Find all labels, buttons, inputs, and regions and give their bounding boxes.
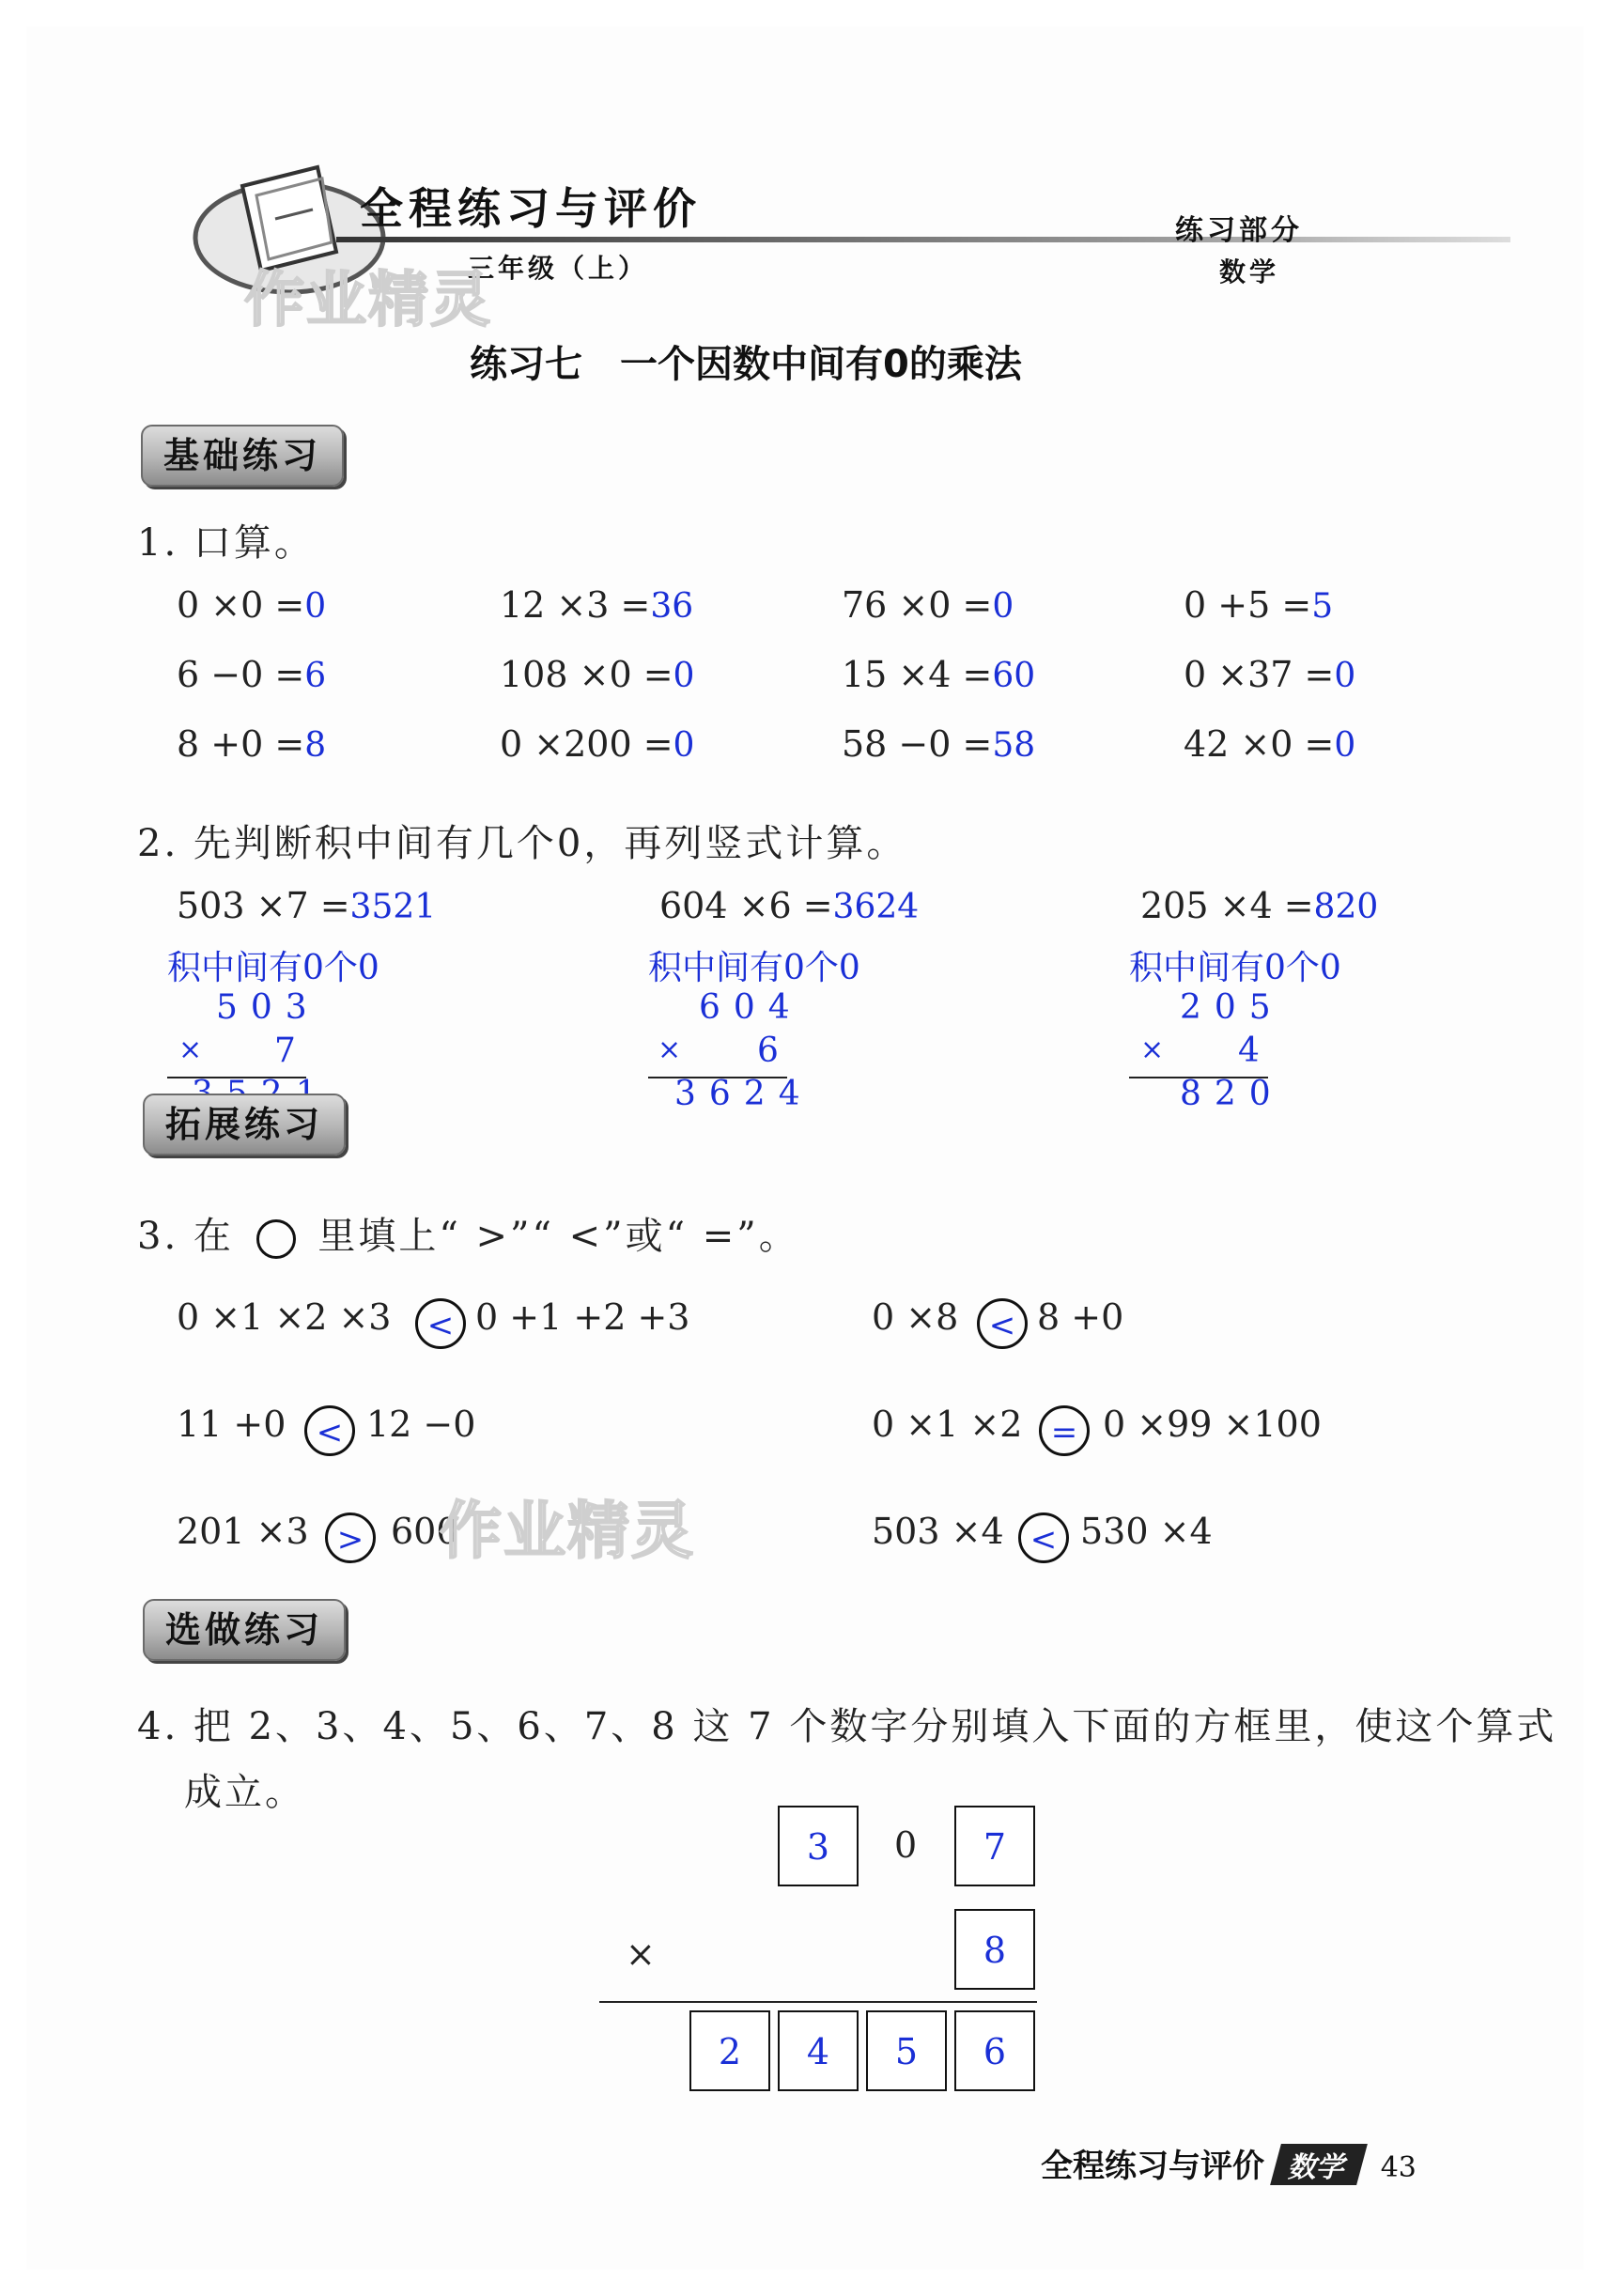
q2-expr: 503 ×7 =3521 [177,885,437,926]
q3-answer-circle: < [1018,1513,1069,1563]
q1-expr: 42 ×0 =0 [1184,723,1356,765]
q1-expr: 0 ×200 =0 [500,723,695,765]
q1-expr: 12 ×3 =36 [500,584,694,626]
q3-left: 201 ×3 [177,1511,309,1552]
q2-top-number: 604 [699,988,803,1027]
header-rule [336,237,1510,242]
q3-prompt: 3. 在 里填上“ >”“ <”或“ =”。 [137,1215,799,1258]
q3-left: 503 ×4 [872,1511,1004,1552]
q2-multiplier: 4 [1238,1032,1273,1070]
q2-multiplier: 7 [274,1032,309,1070]
q3-right: 8 +0 [1037,1296,1124,1338]
q1-expr: 6 −0 =6 [177,654,327,695]
q1-answer: 0 [1334,657,1356,695]
q4-prompt-cont: 成立。 [184,1771,305,1814]
badge-basic: 基础练习 [141,425,344,487]
q3-answer-circle: > [325,1513,376,1563]
footer-subject-tag: 数学 [1270,2144,1368,2185]
q3-left: 0 ×1 ×2 ×3 [177,1296,392,1338]
q2-multiplier: 6 [757,1032,792,1070]
q2-answer: 3624 [832,888,920,926]
header-title: 全程练习与评价 [360,183,702,234]
q4-box: 4 [778,2010,859,2091]
q1-expr: 76 ×0 =0 [842,584,1014,626]
header-section: 练习部分 [1175,214,1303,247]
footer-title: 全程练习与评价 [1041,2148,1264,2185]
q2-expr: 205 ×4 =820 [1140,885,1379,926]
q1-answer: 0 [992,587,1014,626]
q2-note: 积中间有0个0 [648,949,860,987]
q2-expr: 604 ×6 =3624 [659,885,920,926]
q4-line [599,2001,1037,2003]
q2-times-sign: × [1140,1033,1165,1066]
q1-answer: 36 [650,587,694,626]
q2-note: 积中间有0个0 [167,949,379,987]
q2-result: 3624 [674,1075,813,1113]
q1-answer: 5 [1311,587,1334,626]
q3-answer-circle: < [415,1298,466,1349]
q1-expr: 58 −0 =58 [842,723,1036,765]
watermark-middle: 作业精灵 [440,1495,695,1567]
q1-answer: 0 [673,726,695,765]
q4-prompt: 4. 把 2、3、4、5、6、7、8 这 7 个数字分别填入下面的方框里，使这个算式 [137,1705,1557,1748]
q1-expr: 0 +5 =5 [1184,584,1334,626]
watermark-top: 作业精灵 [244,266,492,335]
lesson-title: 练习七 一个因数中间有0的乘法 [470,343,1022,386]
q4-fixed-digit: 0 [894,1824,918,1866]
q1-expr: 0 ×0 =0 [177,584,327,626]
q1-expr: 108 ×0 =0 [500,654,695,695]
q1-answer: 60 [992,657,1036,695]
q3-right: 12 −0 [366,1404,476,1445]
q3-answer-circle: < [304,1405,355,1456]
q4-box: 3 [778,1806,859,1886]
q1-expr: 0 ×37 =0 [1184,654,1356,695]
q3-right: 0 +1 +2 +3 [475,1296,690,1338]
q3-right: 600 [391,1511,459,1552]
q4-box: 7 [954,1806,1035,1886]
workbook-page [26,26,1584,2270]
q1-answer: 0 [304,587,327,626]
q3-left: 0 ×1 ×2 [872,1404,1023,1445]
q1-expr: 8 +0 =8 [177,723,327,765]
q2-prompt: 2. 先判断积中间有几个0，再列竖式计算。 [137,822,907,865]
circle-icon [256,1219,296,1259]
q3-left: 11 +0 [177,1404,286,1445]
badge-optional: 选做练习 [143,1599,346,1661]
page-number: 43 [1380,2151,1416,2184]
q1-answer: 58 [992,726,1036,765]
q4-box: 5 [866,2010,947,2091]
header-grade: 三年级（上） [468,253,649,284]
q2-note: 积中间有0个0 [1129,949,1341,987]
q4-box: 8 [954,1909,1035,1990]
q3-left: 0 ×8 [872,1296,959,1338]
q2-top-number: 503 [216,988,320,1027]
q1-answer: 0 [1334,726,1356,765]
q1-answer: 8 [304,726,327,765]
q3-answer-circle: < [977,1298,1028,1349]
q2-times-sign: × [178,1033,203,1066]
q1-answer: 6 [304,657,327,695]
q2-answer: 3521 [349,888,437,926]
header-subject: 数学 [1219,256,1280,287]
q3-answer-circle: = [1039,1405,1090,1456]
q4-box: 2 [689,2010,770,2091]
q2-top-number: 205 [1180,988,1284,1027]
q1-expr: 15 ×4 =60 [842,654,1036,695]
badge-extend: 拓展练习 [143,1094,346,1156]
q3-right: 530 ×4 [1080,1511,1213,1552]
q4-times-sign: × [626,1933,656,1975]
q3-right: 0 ×99 ×100 [1103,1404,1322,1445]
q1-answer: 0 [673,657,695,695]
q2-result: 820 [1180,1075,1284,1113]
q2-times-sign: × [658,1033,682,1066]
footer [1041,2140,1416,2186]
q1-prompt: 1. 口算。 [137,521,315,565]
q4-box: 6 [954,2010,1035,2091]
q2-answer: 820 [1313,888,1379,926]
